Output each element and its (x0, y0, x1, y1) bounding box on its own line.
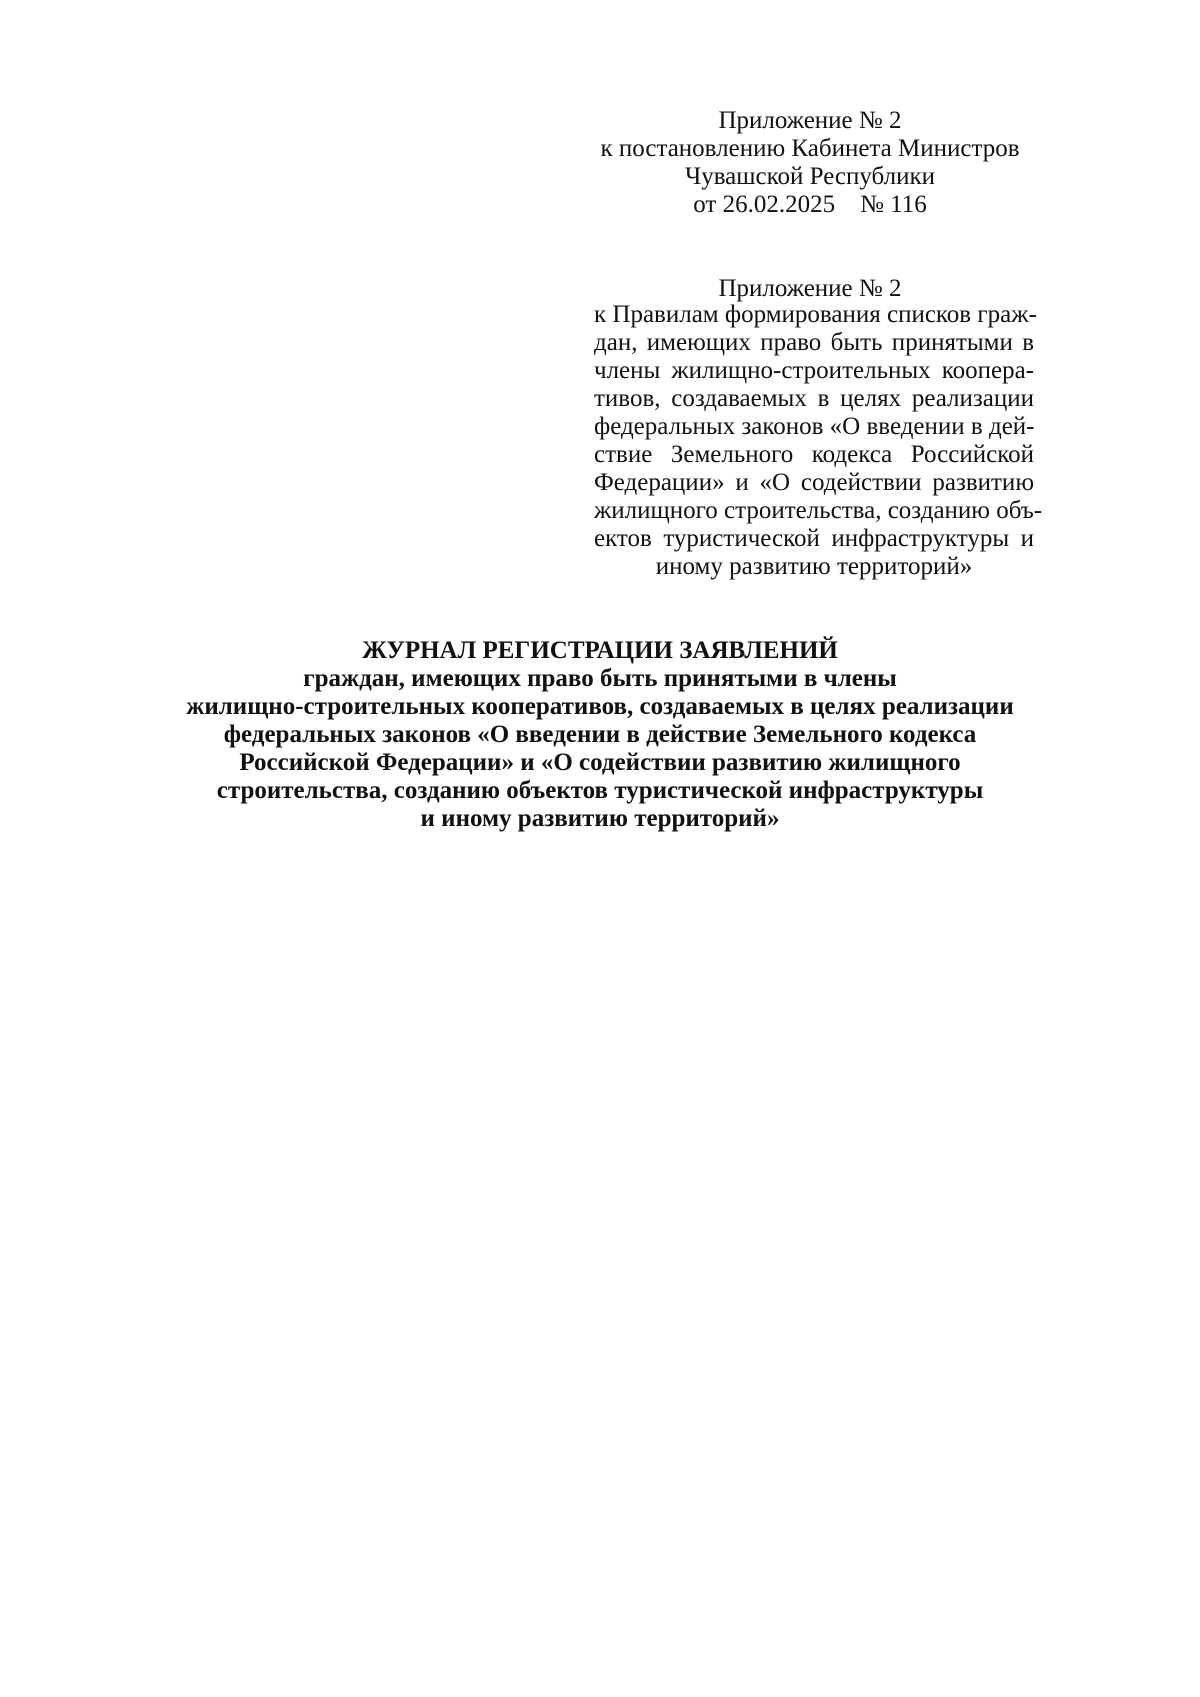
rules-annex-line: Федерации» и «О содействии развитию (594, 469, 1034, 496)
rules-annex-line: жилищного строительства, созданию объ- (594, 497, 1043, 524)
decree-annex-title: Приложение № 2 (718, 107, 902, 134)
rules-annex-line: федеральных законов «О введении в дей- (594, 413, 1035, 440)
journal-subtitle-line: и иному развитию территорий» (420, 805, 780, 832)
journal-subtitle-line: жилищно-строительных кооперативов, создаваемых в целях реализации (186, 693, 1014, 720)
journal-subtitle-line: федеральных законов «О введении в действие Земельного кодекса (223, 721, 977, 748)
rules-annex-line: члены жилищно-строительных коопера- (594, 357, 1034, 384)
journal-subtitle-line: Российской Федерации» и «О содействии развитию жилищного (239, 749, 961, 776)
journal-heading: ЖУРНАЛ РЕГИСТРАЦИИ ЗАЯВЛЕНИЙ (362, 637, 838, 664)
rules-annex-line: иному развитию территорий» (655, 553, 973, 580)
decree-date-number: от 26.02.2025 № 116 (693, 191, 927, 218)
decree-annex-line: Чувашской Республики (684, 163, 936, 190)
rules-annex-title: Приложение № 2 (718, 275, 902, 302)
rules-annex-line: дан, имеющих право быть принятыми в (594, 329, 1034, 356)
journal-subtitle-line: строительства, созданию объектов туристической инфраструктуры (216, 777, 984, 804)
rules-annex-line: тивов, создаваемых в целях реализации (594, 385, 1034, 412)
decree-annex-line: к постановлению Кабинета Министров (600, 135, 1020, 162)
journal-subtitle-line: граждан, имеющих право быть принятыми в члены (303, 665, 897, 692)
rules-annex-line: ствие Земельного кодекса Российской (594, 441, 1034, 468)
rules-annex-line: ектов туристической инфраструктуры и (594, 525, 1034, 552)
rules-annex-line: к Правилам формирования списков граж- (594, 301, 1037, 328)
